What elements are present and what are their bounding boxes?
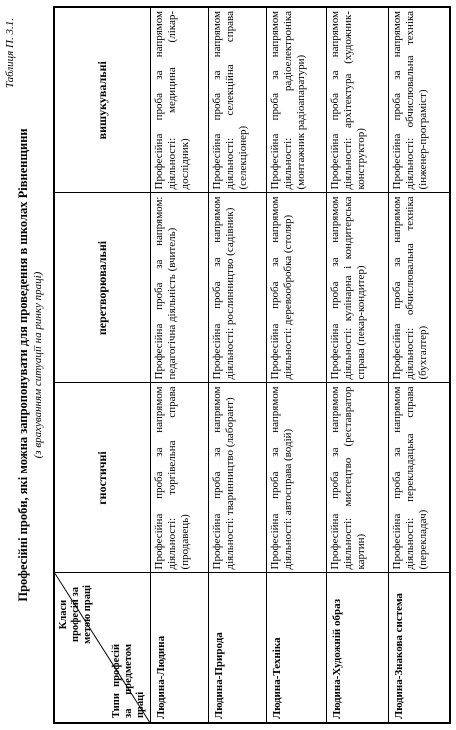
table-cell: Професійна проба за напрямом діяльності: обчислювальна техніка (інженер-програміст) <box>388 7 450 193</box>
corner-bottom-label: Типи професій за предметом праці <box>110 644 146 718</box>
table-cell: Професійна проба за напрямом діяльності: автосправа (водій) <box>266 383 326 573</box>
table-cell: Професійна проба за напрямом діяльності: деревообробка (столяр) <box>266 193 326 383</box>
table-title: Професійні проби, які можна запропонувати для проведення в школах Рівненщини <box>16 128 30 602</box>
table-cell: Професійна проба за напрямом діяльності: мистецтво (реставратор картин) <box>326 383 388 573</box>
table-cell: Професійна проба за напрямом діяльності: торгівельна справа (продавець) <box>150 383 208 573</box>
table-cell: Професійна проба за напрямом діяльності: перекладацька справа (перекладач) <box>388 383 450 573</box>
column-header: перетворювальні <box>54 193 150 383</box>
table-row <box>208 7 266 723</box>
row-header: Людина-Художній образ <box>326 573 388 723</box>
table-cell: Професійна проба за напрямом діяльності: медицина (лікар-дослідник) <box>150 7 208 193</box>
corner-cell <box>54 573 150 723</box>
table-cell: Професійна проба за напрямом діяльності: селекційна справа (селекціонер) <box>208 7 266 193</box>
column-header: гностичні <box>54 383 150 573</box>
table-cell: Професійна проба за напрямом діяльності: тваринництво (лаборант) <box>208 383 266 573</box>
table-row <box>388 7 450 723</box>
table-cell: Професійна проба за напрямом: педагогічна діяльність (вчитель) <box>150 193 208 383</box>
table-cell: Професійна проба за напрямом діяльності: обчислювальна техніка (бухгалтер) <box>388 193 450 383</box>
table-row <box>266 7 326 723</box>
table-cell: Професійна проба за напрямом діяльності: архітектура (художник-конструктор) <box>326 7 388 193</box>
row-header: Людина-Знакова система <box>388 573 450 723</box>
row-header: Людина-Природа <box>208 573 266 723</box>
header-row <box>54 7 150 723</box>
column-header: вишукувальні <box>54 7 150 193</box>
corner-top-label: Класи професій за метою праці <box>58 585 93 644</box>
row-header: Людина-Техніка <box>266 573 326 723</box>
table-cell: Професійна проба за напрямом діяльності: рослинництво (садівник) <box>208 193 266 383</box>
professional-trials-table <box>53 6 451 724</box>
table-row <box>326 7 388 723</box>
table-subtitle: (з врахуванням ситуації на ринку праці) <box>32 271 44 459</box>
table-label: Таблиця П. 3.1. <box>4 18 16 89</box>
row-header: Людина-Людина <box>150 573 208 723</box>
table-row <box>150 7 208 723</box>
table-cell: Професійна проба за напрямом діяльності: кулінарна і кондитерська справа (пекар-кондитер) <box>326 193 388 383</box>
table-cell: Професійна проба за напрямом діяльності: радіоелектроніка (монтажник радіоапаратури) <box>266 7 326 193</box>
